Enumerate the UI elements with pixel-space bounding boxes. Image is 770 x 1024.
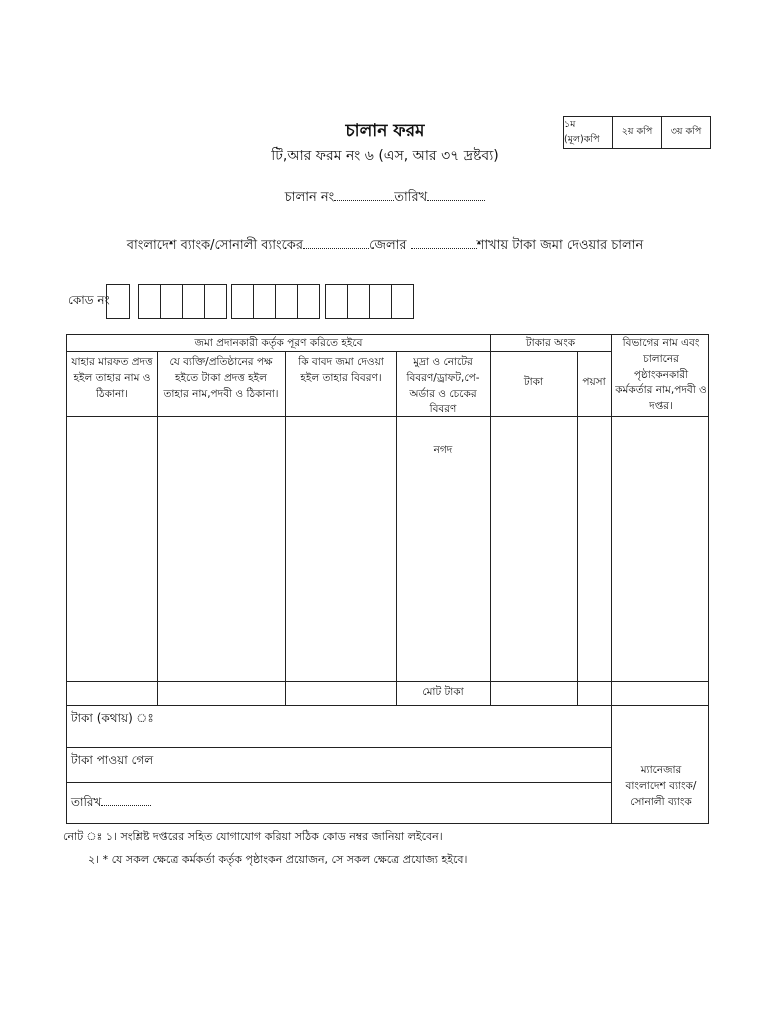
form-title: চালান ফরম <box>345 121 425 141</box>
copy-original: ১ম (মূল)কপি <box>564 117 613 148</box>
bank-line <box>0 236 770 257</box>
code-digit-box[interactable] <box>326 285 348 318</box>
code-digit-box[interactable] <box>276 285 298 318</box>
code-digit-box[interactable] <box>370 285 392 318</box>
divider <box>577 351 578 705</box>
form-subtitle: টি,আর ফরম নং ৬ (এস, আর ৩৭ দ্রষ্টব্য) <box>271 148 499 164</box>
amount-received-label: টাকা পাওয়া গেল <box>71 753 154 767</box>
manager-label: ম্যানেজার <box>640 764 682 776</box>
col-taka: টাকা <box>523 376 544 388</box>
copy-second: ২য় কপি <box>613 117 662 148</box>
code-box-group-2[interactable] <box>138 284 227 319</box>
divider <box>67 681 709 682</box>
note-1: নোট ঃ ১। সংশ্লিষ্ট দপ্তরের সহিত যোগাযোগ করিয়া সঠিক কোড নম্বর জানিয়া লইবেন। <box>63 830 443 843</box>
copy-third: ৩য় কপি <box>670 126 702 137</box>
code-digit-box[interactable] <box>232 285 254 318</box>
code-digit-box[interactable] <box>254 285 276 318</box>
amount-header: টাকার অংক <box>525 337 576 349</box>
divider <box>67 782 611 783</box>
bottom-date-field[interactable] <box>101 793 151 806</box>
bank-line-part1: বাংলাদেশ ব্যাংক/সোনালী ব্যাংকের <box>126 238 304 253</box>
copy-type-box <box>563 116 711 149</box>
challan-no-field[interactable] <box>334 188 394 201</box>
note-2: ২। * যে সকল ক্ষেত্রে কর্মকর্তা কর্তৃক পৃষ্ঠাংকন প্রয়োজন, সে সকল ক্ষেত্রে প্রযোজ্য হইবে। <box>88 853 468 866</box>
col-payer-name: যাহার মারফত প্রদত্ত হইল তাহার নাম ও ঠিকানা। <box>71 356 153 400</box>
divider <box>67 747 611 748</box>
district-field[interactable] <box>303 236 369 249</box>
challan-number-line <box>0 188 770 209</box>
col-paisa: পয়সা <box>582 376 606 388</box>
total-label: মোট টাকা <box>422 686 464 698</box>
code-digit-box[interactable] <box>298 285 319 318</box>
date-field[interactable] <box>427 188 485 201</box>
code-digit-box[interactable] <box>139 285 161 318</box>
divider <box>285 351 286 705</box>
code-digit-box[interactable] <box>205 285 226 318</box>
bank-line-part2: জেলার <box>369 238 407 253</box>
code-box-group-3[interactable] <box>231 284 320 319</box>
dept-header: বিভাগের নাম এবং চালানের পৃষ্ঠাংকনকারী কর্মকর্তার নাম,পদবী ও দপ্তর। <box>615 337 707 412</box>
date-label: তারিখ <box>394 190 428 205</box>
divider <box>67 416 709 417</box>
divider <box>67 705 709 706</box>
bottom-date-label: তারিখ <box>71 795 102 809</box>
code-box-group-4[interactable] <box>325 284 414 319</box>
code-digit-box[interactable] <box>107 285 129 318</box>
divider <box>157 351 158 705</box>
col-behalf-of: যে ব্যক্তি/প্রতিষ্ঠানের পক্ষ হইতে টাকা প্রদত্ত হইল তাহার নাম,পদবী ও ঠিকানা। <box>163 356 279 400</box>
divider <box>611 335 612 824</box>
code-digit-box[interactable] <box>183 285 205 318</box>
col-payment-details: মুদ্রা ও নোটের বিবরণ/ড্রাফট,পে-অর্ডার ও চেকের বিবরণ <box>406 356 480 416</box>
code-label: কোড নং <box>68 293 110 307</box>
code-digit-box[interactable] <box>161 285 183 318</box>
code-digit-box[interactable] <box>392 285 413 318</box>
challan-no-label: চালান নং <box>284 190 335 205</box>
bottom-date-line <box>71 793 151 814</box>
manager-bank-label: বাংলাদেশ ব্যাংক/সোনালী ব্যাংক <box>625 779 697 808</box>
col-purpose: কি বাবদ জমা দেওয়া হইল তাহার বিবরণ। <box>298 356 384 384</box>
cash-label: নগদ <box>433 444 453 456</box>
manager-signature <box>613 763 709 810</box>
code-box-group-1[interactable] <box>106 284 130 319</box>
code-digit-box[interactable] <box>348 285 370 318</box>
divider <box>396 351 397 705</box>
amount-in-words-label: টাকা (কথায়) ঃ <box>71 711 154 725</box>
bank-line-part3: শাখায় টাকা জমা দেওয়ার চালান <box>476 238 644 253</box>
depositor-header: জমা প্রদানকারী কর্তৃক পূরণ করিতে হইবে <box>194 337 363 349</box>
challan-table <box>66 334 709 824</box>
branch-field[interactable] <box>411 236 477 249</box>
